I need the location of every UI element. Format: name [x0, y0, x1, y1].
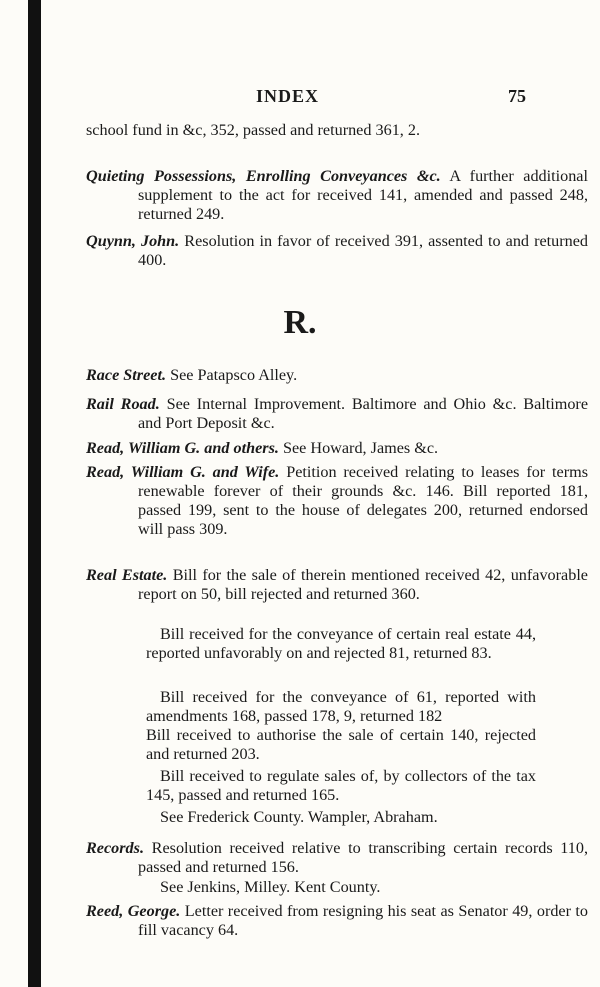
real-estate-subentry: Bill received for the conveyance of 61, reported with amendments 168, passed 178, 9, returned 182: [146, 688, 536, 725]
real-estate-subentry: Bill received to authorise the sale of certain 140, rejected and returned 203.: [146, 726, 536, 763]
entry-text: A further additional supplement to the act for received 141, amended and passed 248, returned 249.: [138, 167, 588, 223]
real-estate-see-also: See Frederick County. Wampler, Abraham.: [160, 808, 438, 826]
index-entry-quynn-john: [86, 232, 588, 270]
page-number: 75: [508, 86, 526, 106]
entry-text: Letter received from resigning his seat as Senator 49, order to fill vacancy 64.: [138, 902, 589, 939]
entry-heading: Read, William G. and others.: [86, 439, 279, 457]
index-entry-quieting-possessions: [86, 167, 588, 224]
section-letter-heading: R.: [283, 304, 317, 341]
index-entry-rail-road: [86, 395, 588, 433]
running-title: INDEX: [256, 86, 320, 106]
records-see-also: See Jenkins, Milley. Kent County.: [160, 878, 381, 896]
index-entry-read-william-others: [86, 439, 588, 458]
entry-heading: Race Street.: [86, 366, 167, 384]
entry-text: See Patapsco Alley.: [170, 366, 298, 384]
index-entry-read-william-wife: [86, 463, 588, 539]
entry-heading: Real Estate.: [86, 566, 168, 584]
entry-text: Petition received relating to leases for terms renewable forever of their grounds &c. 146. Bill reported 181, passed 199, sent to the house of delegates 200, returned endorsed will pass 309.: [138, 463, 589, 538]
entry-text: See Internal Improvement. Baltimore and Ohio &c. Baltimore and Port Deposit &c.: [138, 395, 589, 432]
entry-heading: Read, William G. and Wife.: [86, 463, 280, 481]
entry-text: See Howard, James &c.: [282, 439, 439, 457]
entry-text: Resolution in favor of received 391, assented to and returned 400.: [138, 232, 589, 269]
entry-text: Resolution received relative to transcribing certain records 110, passed and returned 156.: [138, 839, 588, 876]
entry-heading: Rail Road.: [86, 395, 160, 413]
real-estate-subentry: Bill received for the conveyance of certain real estate 44, reported unfavorably on and rejected 81, returned 83.: [146, 625, 536, 662]
index-entry-race-street: [86, 366, 588, 385]
index-entry-records: [86, 839, 588, 877]
page-binding-edge: [28, 0, 41, 987]
index-entry-reed-george: [86, 902, 588, 940]
entry-text: school fund in &c, 352, passed and returned 361, 2.: [86, 121, 421, 139]
entry-heading: Quynn, John.: [86, 232, 180, 250]
entry-heading: Records.: [86, 839, 144, 857]
entry-heading: Reed, George.: [86, 902, 181, 920]
index-entry-real-estate: [86, 566, 588, 604]
entry-heading: Quieting Possessions, Enrolling Conveyances &c.: [86, 167, 441, 185]
index-entry-continuation: [86, 121, 588, 140]
real-estate-subentry: Bill received to regulate sales of, by collectors of the tax 145, passed and returned 165.: [146, 767, 536, 804]
page-header: [250, 86, 530, 106]
entry-text: Bill for the sale of therein mentioned received 42, unfavorable report on 50, bill rejected and returned 360.: [138, 566, 588, 603]
